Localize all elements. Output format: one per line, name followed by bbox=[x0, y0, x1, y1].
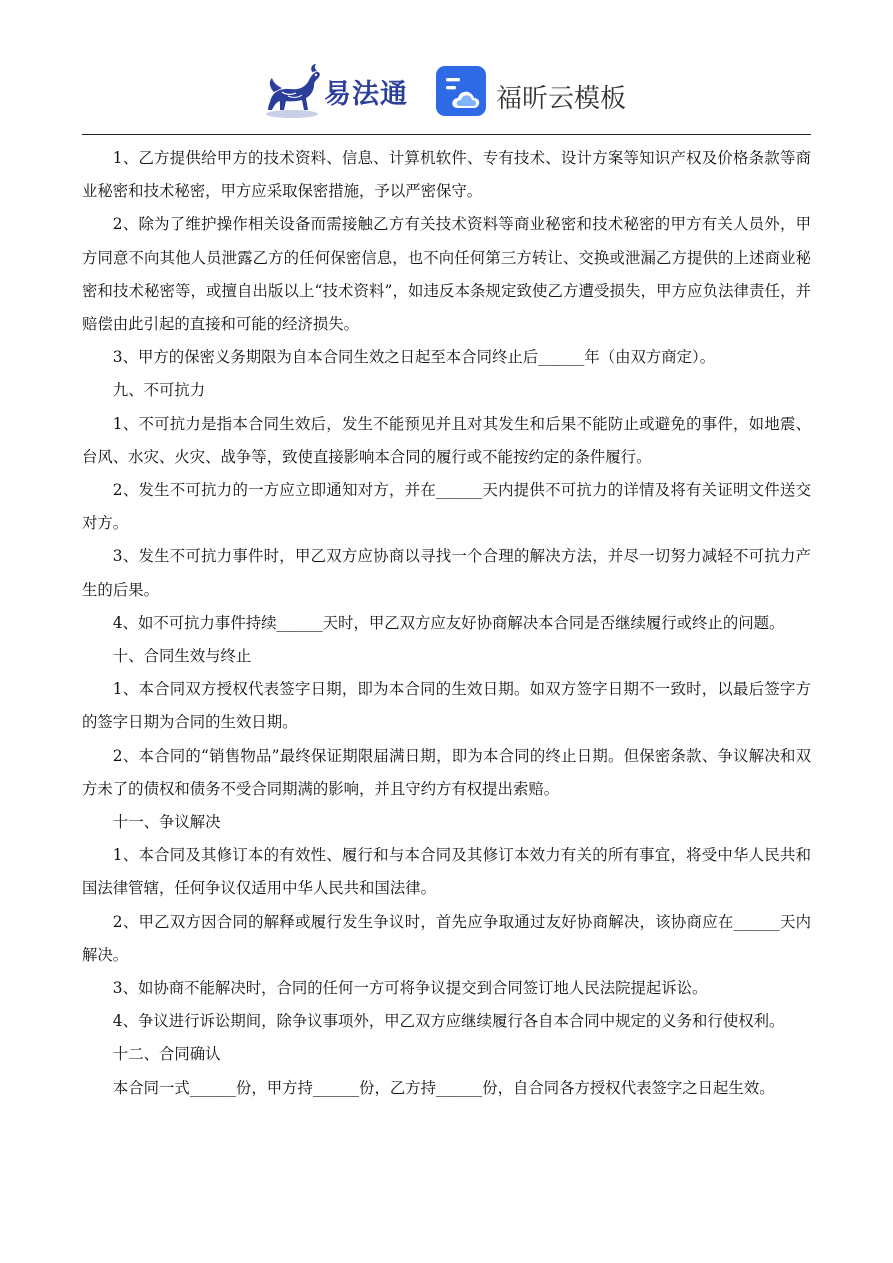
clause-paragraph: 4、如不可抗力事件持续______天时，甲乙双方应友好协商解决本合同是否继续履行或终止的问题。 bbox=[112, 613, 785, 632]
yifatong-logo bbox=[262, 62, 412, 120]
clause-paragraph: 3、如协商不能解决时，合同的任何一方可将争议提交到合同签订地人民法院提起诉讼。 bbox=[112, 979, 708, 998]
yifatong-logo-text: 易法通 bbox=[324, 79, 408, 110]
clause-paragraph: 本合同一式______份，甲方持______份，乙方持______份，自合同各方授权代表签字之日起生效。 bbox=[112, 1078, 775, 1097]
clause-paragraph: 2、除为了维护操作相关设备而需接触乙方有关技术资料等商业秘密和技术秘密的甲方有关人员外，甲方同意不向其他人员泄露乙方的任何保密信息，也不向任何第三方转让、交换或泄漏乙方提供的上述商业秘密和技术秘密等，或擅自出版以上“技术资料”，如违反本条规定致使乙方遭受损失，甲方应负法律责任，并赔偿由此引起的直接和可能的经济损失。 bbox=[82, 215, 811, 334]
clause-paragraph: 2、本合同的“销售物品”最终保证期限届满日期，即为本合同的终止日期。但保密条款、争议解决和双方未了的债权和债务不受合同期满的影响，并且守约方有权提出索赔。 bbox=[82, 746, 811, 798]
clause-paragraph: 3、发生不可抗力事件时，甲乙双方应协商以寻找一个合理的解决方法，并尽一切努力减轻不可抗力产生的后果。 bbox=[82, 547, 811, 599]
fuxin-logo bbox=[436, 66, 636, 118]
section-heading: 十二、合同确认 bbox=[112, 1045, 221, 1064]
qilin-icon bbox=[262, 62, 324, 120]
clause-paragraph: 1、不可抗力是指本合同生效后，发生不能预见并且对其发生和后果不能防止或避免的事件，如地震、台风、水灾、火灾、战争等，致使直接影响本合同的履行或不能按约定的条件履行。 bbox=[82, 414, 811, 466]
document-cloud-icon bbox=[436, 66, 488, 118]
section-heading: 十一、争议解决 bbox=[112, 813, 221, 832]
section-heading: 十、合同生效与终止 bbox=[112, 647, 252, 666]
document-body bbox=[82, 142, 811, 1105]
clause-paragraph: 1、乙方提供给甲方的技术资料、信息、计算机软件、专有技术、设计方案等知识产权及价格条款等商业秘密和技术秘密，甲方应采取保密措施，予以严密保守。 bbox=[82, 149, 811, 201]
clause-paragraph: 2、甲乙双方因合同的解释或履行发生争议时，首先应争取通过友好协商解决，该协商应在______天内解决。 bbox=[82, 912, 811, 964]
clause-paragraph: 2、发生不可抗力的一方应立即通知对方，并在______天内提供不可抗力的详情及将有关证明文件送交对方。 bbox=[82, 481, 811, 533]
clause-paragraph: 1、本合同及其修订本的有效性、履行和与本合同及其修订本效力有关的所有事宜，将受中华人民共和国法律管辖，任何争议仅适用中华人民共和国法律。 bbox=[82, 846, 811, 898]
clause-paragraph: 1、本合同双方授权代表签字日期，即为本合同的生效日期。如双方签字日期不一致时，以最后签字方的签字日期为合同的生效日期。 bbox=[82, 680, 811, 732]
page-header bbox=[0, 58, 893, 122]
header-divider bbox=[82, 134, 811, 135]
clause-paragraph: 3、甲方的保密义务期限为自本合同生效之日起至本合同终止后______年（由双方商定）。 bbox=[112, 348, 716, 367]
section-heading: 九、不可抗力 bbox=[112, 381, 206, 400]
fuxin-logo-text: 福昕云模板 bbox=[496, 84, 627, 114]
clause-paragraph: 4、争议进行诉讼期间，除争议事项外，甲乙双方应继续履行各自本合同中规定的义务和行使权利。 bbox=[112, 1012, 785, 1031]
